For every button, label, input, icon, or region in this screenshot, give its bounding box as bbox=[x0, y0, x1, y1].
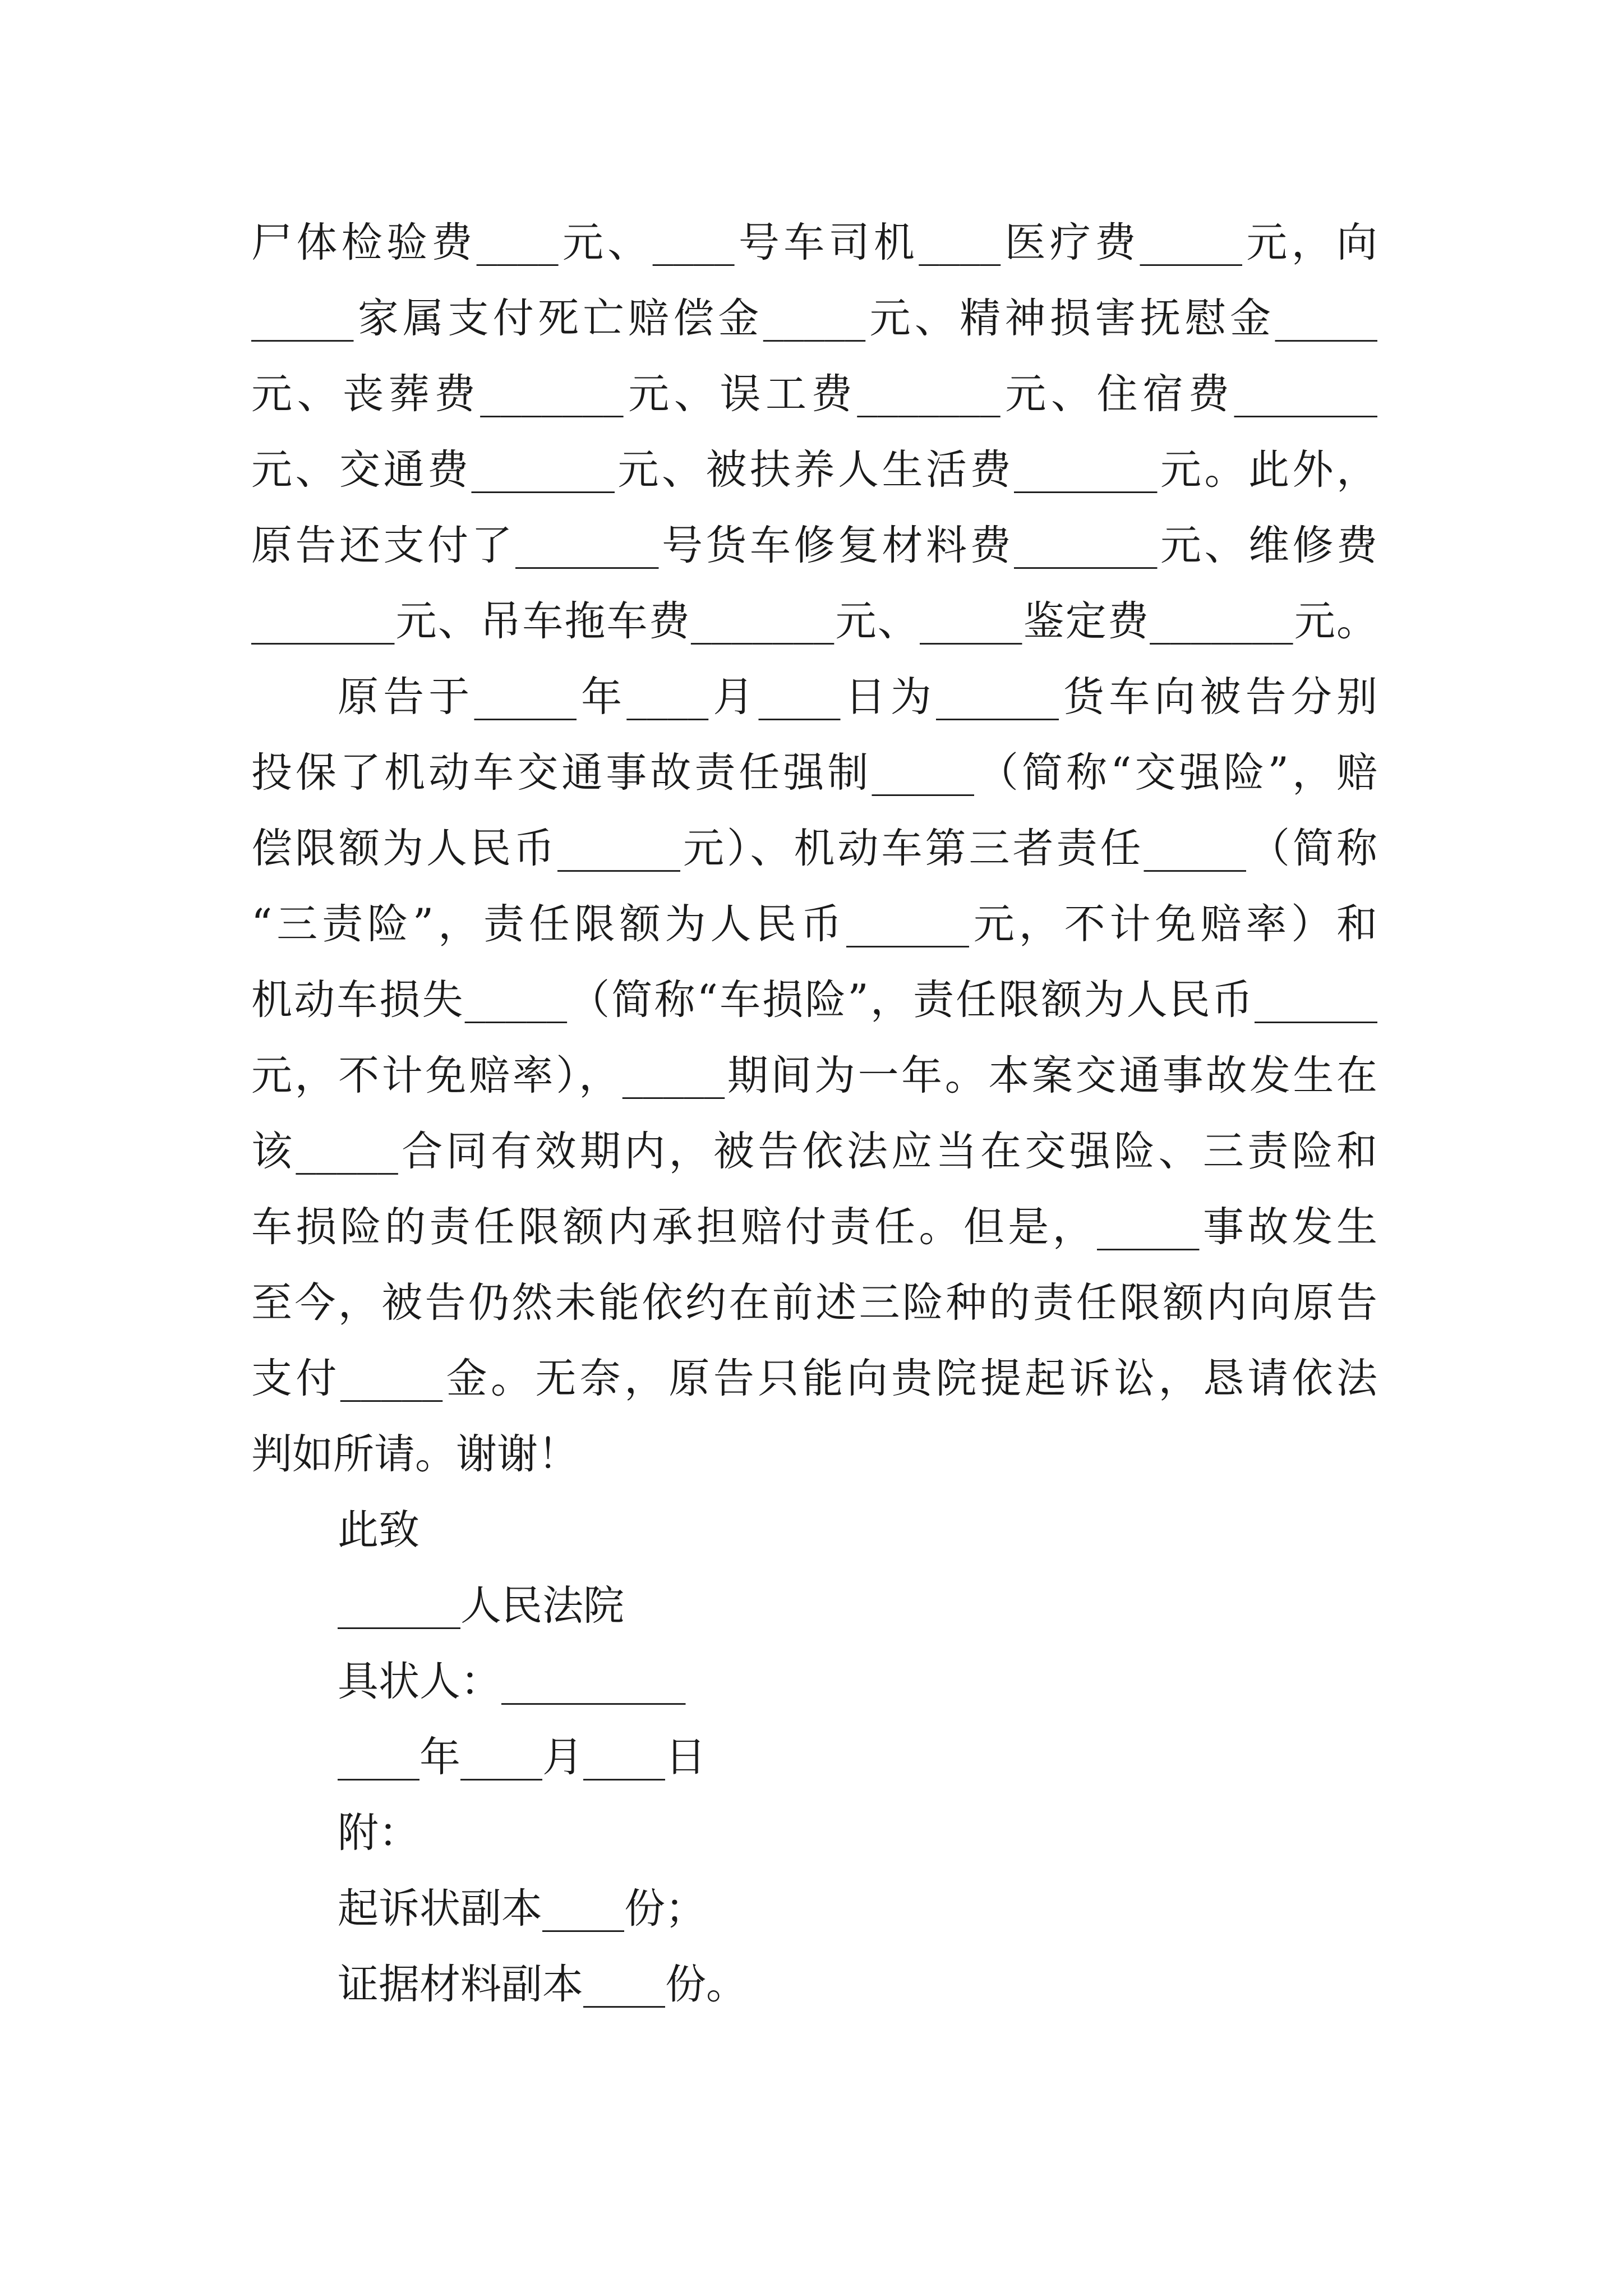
attachment-item-1: 起诉状副本____份； bbox=[338, 1885, 706, 1932]
body-line-12: 元，不计免赔率），_____期间为一年。本案交通事故发生在 bbox=[251, 1052, 1377, 1099]
body-line-13: 该_____合同有效期内，被告依法应当在交强险、三责险和 bbox=[251, 1128, 1377, 1175]
body-line-16: 支付_____金。无奈，原告只能向贵院提起诉讼，恳请依法 bbox=[251, 1355, 1377, 1402]
body-line-11: 机动车损失_____（简称“车损险”，责任限额为人民币______ bbox=[251, 976, 1377, 1024]
body-line-15: 至今，被告仍然未能依约在前述三险种的责任限额内向原告 bbox=[251, 1279, 1377, 1327]
body-line-2: _____家属支付死亡赔偿金_____元、精神损害抚慰金_____ bbox=[251, 295, 1377, 342]
body-line-3: 元、丧葬费_______元、误工费_______元、住宿费_______ bbox=[251, 370, 1377, 418]
attachments-label: 附： bbox=[338, 1809, 419, 1857]
body-line-17: 判如所请。谢谢！ bbox=[251, 1430, 579, 1478]
body-line-6: _______元、吊车拖车费_______元、_____鉴定费_______元。 bbox=[251, 597, 1377, 645]
body-line-10: “三责险”，责任限额为人民币______元，不计免赔率）和 bbox=[251, 900, 1377, 948]
body-line-14: 车损险的责任限额内承担赔付责任。但是，_____事故发生 bbox=[251, 1203, 1377, 1251]
body-line-8: 投保了机动车交通事故责任强制_____（简称“交强险”，赔 bbox=[251, 749, 1377, 797]
body-line-5: 原告还支付了_______号货车修复材料费_______元、维修费 bbox=[251, 522, 1377, 569]
date-line: ____年____月____日 bbox=[338, 1733, 706, 1781]
signer-line: 具状人：_________ bbox=[338, 1658, 686, 1705]
body-line-1: 尸体检验费____元、____号车司机____医疗费_____元，向 bbox=[251, 219, 1377, 266]
court-name: ______人民法院 bbox=[338, 1582, 624, 1630]
salutation: 此致 bbox=[338, 1506, 419, 1554]
body-line-9: 偿限额为人民币______元）、机动车第三者责任_____（简称 bbox=[251, 825, 1377, 872]
attachment-item-2: 证据材料副本____份。 bbox=[338, 1961, 747, 2008]
body-line-7: 原告于_____年____月____日为______货车向被告分别 bbox=[338, 673, 1377, 721]
body-line-4: 元、交通费_______元、被扶养人生活费_______元。此外， bbox=[251, 446, 1377, 494]
